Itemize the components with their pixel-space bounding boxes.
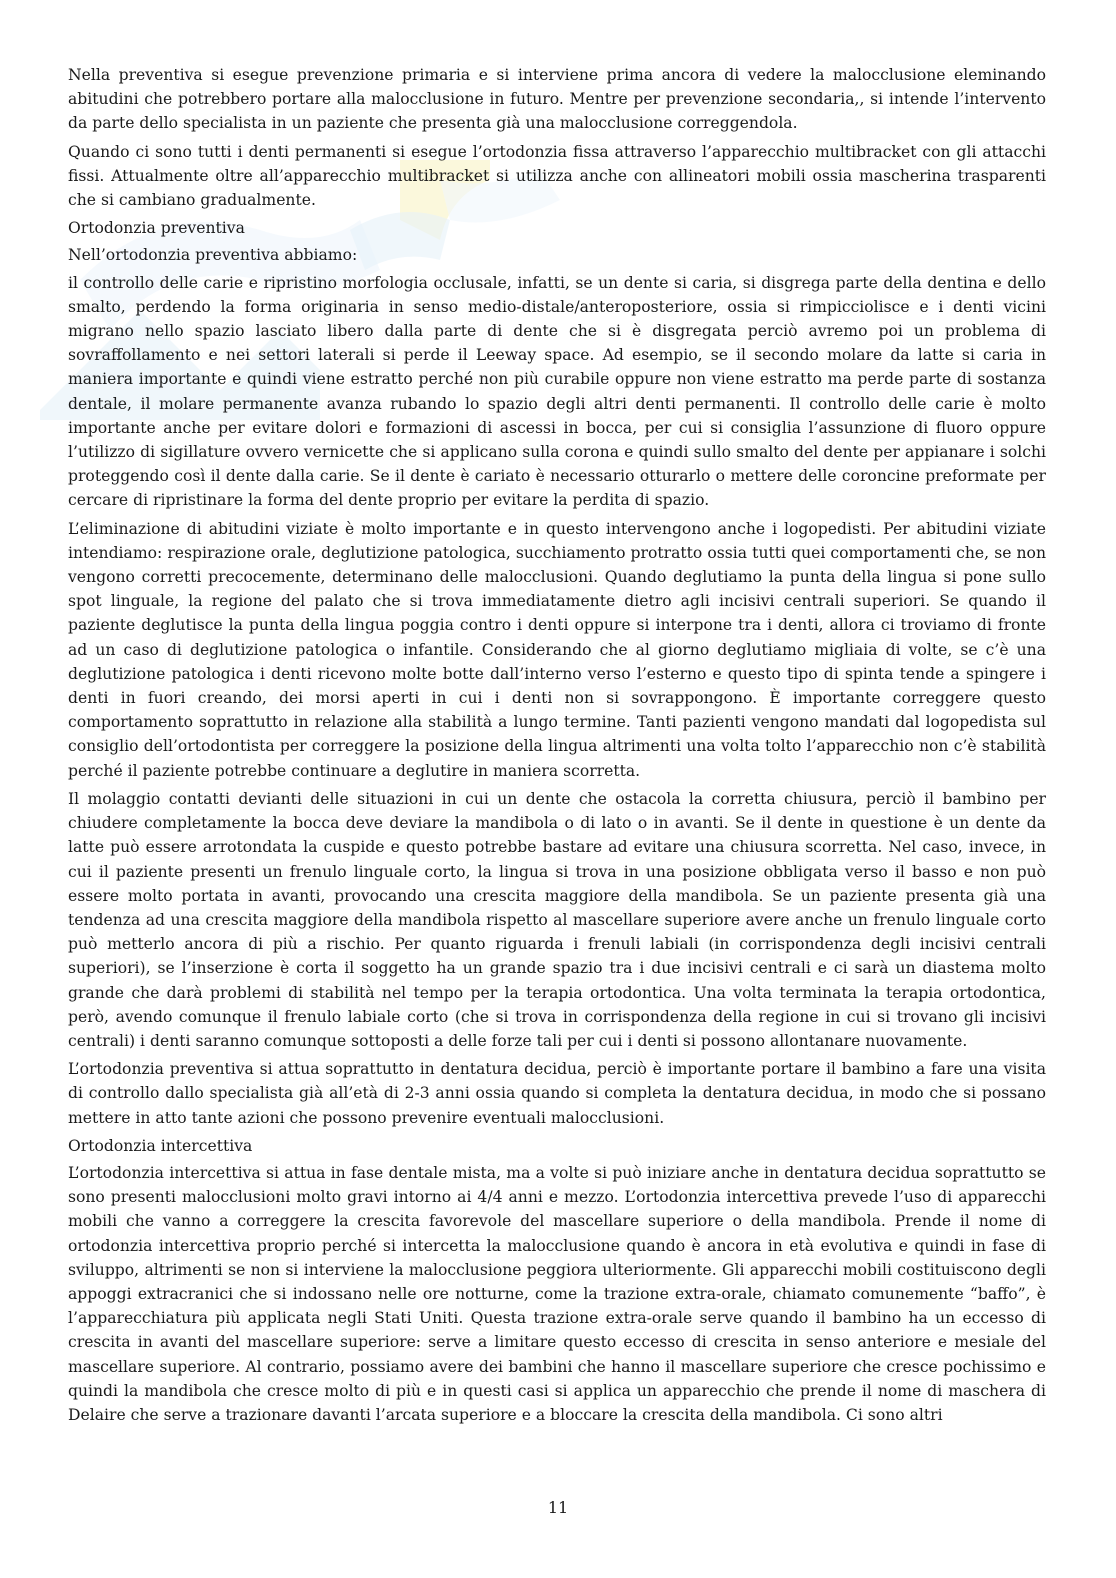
paragraph-deciduous-dentition: L’ortodonzia preventiva si attua soprattutto in dentatura decidua, perciò è importante portare il bambino a fare una visita di controllo dallo specialista già all’età di 2-3 anni ossia quando si completa la dentatura decidua, in modo che si possano mettere in atto tante azioni che possono prevenire eventuali malocclusioni. (68, 1060, 1046, 1127)
paragraph-interceptive: L’ortodonzia intercettiva si attua in fase dentale mista, ma a volte si può iniziare anche in dentatura decidua soprattutto se sono presenti malocclusioni molto gravi intorno ai 4/4 anni e mezzo. L’ortodonzia intercettiva prevede l’uso di apparecchi mobili che vanno a correggere la crescita favorevole del mascellare superiore o della mandibola. Prende il nome di ortodonzia intercettiva proprio perché si intercetta la malocclusione quando è ancora in età evolutiva e quindi in fase di sviluppo, altrimenti se non si interviene la malocclusione peggiora ulteriormente. Gli apparecchi mobili costituiscono degli appoggi extracranici che si indossano nelle ore notturne, come la trazione extra-orale, chiamato comunemente “baffo”, è l’apparecchiatura più applicata negli Stati Uniti. Questa trazione extra-orale serve quando il bambino ha un eccesso di crescita in avanti del mascellare superiore: serve a limitare questo eccesso di crescita in senso anteriore e mesiale del mascellare superiore. Al contrario, possiamo avere dei bambini che hanno il mascellare superiore che cresce pochissimo e quindi la mandibola che cresce molto di più e in questi casi si applica un apparecchio che prende il nome di maschera di Delaire che serve a trazionare davanti l’arcata superiore e a bloccare la crescita della mandibola. Ci sono altri (68, 1163, 1046, 1424)
paragraph-prevention-intro: Nella preventiva si esegue prevenzione primaria e si interviene prima ancora di vedere la malocclusione eleminando abitudini che potrebbero portare alla malocclusione in futuro. Mentre per prevenzione secondaria,, si intende l’intervento da parte dello specialista in un paziente che presenta già una malocclusione correggendola. (68, 66, 1046, 133)
paragraph-grinding-contacts: Il molaggio contatti devianti delle situazioni in cui un dente che ostacola la corretta chiusura, perciò il bambino per chiudere completamente la bocca deve deviare la mandibola o di lato o in avanti. Se il dente in questione è un dente da latte può essere arrotondata la cuspide e questo potrebbe bastare ad evitare una chiusura scorretta. Nel caso, invece, in cui il paziente presenti un frenulo linguale corto, la lingua si trova in una posizione obbligata verso il basso e non può essere molto portata in avanti, provocando una crescita maggiore della mandibola. Se un paziente presenta già una tendenza ad una crescita maggiore della mandibola rispetto al mascellare superiore avere anche un frenulo linguale corto può metterlo ancora di più a rischio. Per quanto riguarda i frenuli labiali (in corrispondenza degli incisivi centrali superiori), se l’inserzione è corta il soggetto ha un grande spazio tra i due incisivi centrali e ci sarà un diastema molto grande che darà problemi di stabilità nel tempo per la terapia ortodontica. Una volta terminata la terapia ortodontica, però, avendo comunque il frenulo labiale corto (che si trova in corrispondenza della regione in cui si trovano gli incisivi centrali) i denti saranno comunque sottoposti a delle forze tali per cui i denti si possono allontanare nuovamente. (68, 789, 1046, 1050)
paragraph-caries-control: il controllo delle carie e ripristino morfologia occlusale, infatti, se un dente si caria, si disgrega parte della dentina e dello smalto, perdendo la forma originaria in senso medio-distale/anteroposteriore, ossia si rimpicciolisce e i denti vicini migrano nello spazio lasciato libero dalla parte di dente che si è disgregata perciò avremo poi un problema di sovraffollamento e nei settori laterali si perde il Leeway space. Ad esempio, se il secondo molare da latte si caria in maniera importante e quindi viene estratto perché non più curabile oppure non viene estratto ma perde parte di sostanza dentale, il molare permanente avanza rubando lo spazio degli altri denti permanenti. Il controllo delle carie è molto importante anche per evitare dolori e formazioni di ascessi in bocca, per cui si consiglia l’assunzione di fluoro oppure l’utilizzo di sigillature ovvero vernicette che si applicano sulla corona e quindi sullo smalto del dente per appianare i solchi proteggendo così il dente dalla carie. Se il dente è cariato è necessario otturarlo o mettere delle coroncine preformate per cercare di ripristinare la forma del dente proprio per evitare la perdita di spazio. (68, 273, 1046, 510)
heading-interceptive-orthodontics: Ortodonzia intercettiva (68, 1136, 253, 1155)
document-body (68, 63, 1046, 1431)
heading-preventive-orthodontics: Ortodonzia preventiva (68, 219, 245, 238)
paragraph-preventive-intro: Nell’ortodonzia preventiva abbiamo: (68, 246, 358, 265)
paragraph-bad-habits: L’eliminazione di abitudini viziate è molto importante e in questo intervengono anche i logopedisti. Per abitudini viziate intendiamo: respirazione orale, deglutizione patologica, succhiamento protratto ossia tutti quei comportamenti che, se non vengono corretti precocemente, determinano delle malocclusioni. Quando deglutiamo la punta della lingua si pone sullo spot linguale, la regione del palato che si trova immediatamente dietro agli incisivi centrali superiori. Se quando il paziente deglutisce la punta della lingua poggia contro i denti oppure si interpone tra i denti, allora ci troviamo di fronte ad un caso di deglutizione patologica o infantile. Considerando che al giorno deglutiamo migliaia di volte, se c’è una deglutizione patologica i denti ricevono molte botte dall’interno verso l’esterno e questo tipo di spinta tende a spingere i denti in fuori creando, dei morsi aperti in cui i denti non si sovrappongono. È importante correggere questo comportamento soprattutto in relazione alla stabilità a lungo termine. Tanti pazienti vengono mandati dal logopedista sul consiglio dell’ortodontista per correggere la posizione della lingua altrimenti una volta tolto l’apparecchio non c’è stabilità perché il paziente potrebbe continuare a deglutire in maniera scorretta. (68, 519, 1046, 780)
paragraph-fixed-orthodontics: Quando ci sono tutti i denti permanenti si esegue l’ortodonzia fissa attraverso l’apparecchio multibracket con gli attacchi fissi. Attualmente oltre all’apparecchio multibracket si utilizza anche con allineatori mobili ossia mascherina trasparenti che si cambiano gradualmente. (68, 142, 1046, 210)
page-number: 11 (547, 1498, 569, 1517)
